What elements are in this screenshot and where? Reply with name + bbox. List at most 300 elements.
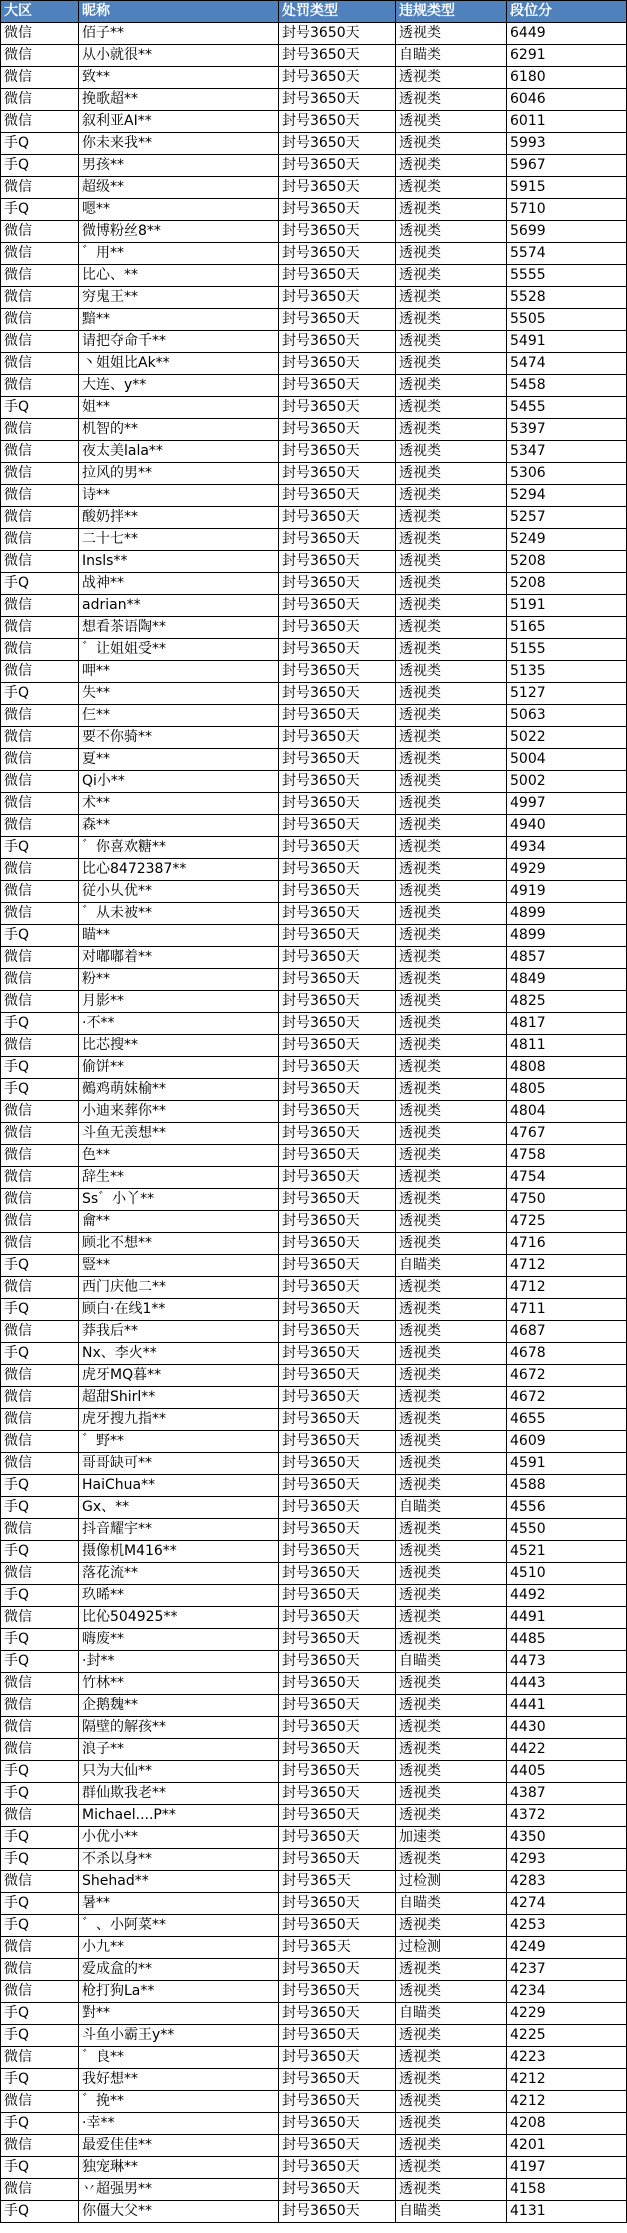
- nickname-cell: 爱成盒的**: [79, 1959, 279, 1981]
- region-cell: 微信: [1, 463, 79, 485]
- violation-cell: 自瞄类: [396, 45, 507, 67]
- region-cell: 微信: [1, 551, 79, 573]
- table-row: [1, 1211, 627, 1233]
- penalty-cell: 封号3650天: [279, 199, 396, 221]
- violation-cell: 透视类: [396, 485, 507, 507]
- violation-cell: 透视类: [396, 1585, 507, 1607]
- rank-score-cell: 4588: [507, 1475, 627, 1497]
- table-row: [1, 1629, 627, 1651]
- violation-cell: 透视类: [396, 441, 507, 463]
- table-row: [1, 837, 627, 859]
- table-row: [1, 1057, 627, 1079]
- violation-cell: 过检测: [396, 1871, 507, 1893]
- penalty-cell: 封号3650天: [279, 1145, 396, 1167]
- rank-score-cell: 4712: [507, 1255, 627, 1277]
- region-cell: 手Q: [1, 2157, 79, 2179]
- table-row: [1, 859, 627, 881]
- region-cell: 微信: [1, 1277, 79, 1299]
- table-row: [1, 485, 627, 507]
- penalty-cell: 封号3650天: [279, 573, 396, 595]
- region-cell: 微信: [1, 1871, 79, 1893]
- rank-score-cell: 4372: [507, 1805, 627, 1827]
- nickname-cell: 斗鱼小霸王y**: [79, 2025, 279, 2047]
- region-cell: 微信: [1, 1035, 79, 1057]
- rank-score-cell: 4672: [507, 1387, 627, 1409]
- penalty-cell: 封号3650天: [279, 1783, 396, 1805]
- rank-score-cell: 4929: [507, 859, 627, 881]
- table-row: [1, 45, 627, 67]
- table-row: [1, 881, 627, 903]
- penalty-cell: 封号3650天: [279, 2157, 396, 2179]
- rank-score-cell: 4899: [507, 903, 627, 925]
- nickname-cell: 西门庆他二**: [79, 1277, 279, 1299]
- nickname-cell: 偷饼**: [79, 1057, 279, 1079]
- rank-score-cell: 5191: [507, 595, 627, 617]
- nickname-cell: 色**: [79, 1145, 279, 1167]
- violation-cell: 透视类: [396, 573, 507, 595]
- table-row: [1, 793, 627, 815]
- violation-cell: 透视类: [396, 331, 507, 353]
- region-cell: 手Q: [1, 1629, 79, 1651]
- table-row: [1, 1277, 627, 1299]
- nickname-cell: 比心8472387**: [79, 859, 279, 881]
- violation-cell: 透视类: [396, 1915, 507, 1937]
- penalty-cell: 封号3650天: [279, 727, 396, 749]
- penalty-cell: 封号3650天: [279, 1409, 396, 1431]
- nickname-cell: ゛野**: [79, 1431, 279, 1453]
- penalty-cell: 封号3650天: [279, 1585, 396, 1607]
- nickname-cell: 只为大仙**: [79, 1761, 279, 1783]
- table-row: [1, 2003, 627, 2025]
- table-row: [1, 67, 627, 89]
- penalty-cell: 封号3650天: [279, 221, 396, 243]
- violation-cell: 透视类: [396, 991, 507, 1013]
- nickname-cell: 玖晞**: [79, 1585, 279, 1607]
- violation-cell: 透视类: [396, 1695, 507, 1717]
- violation-cell: 透视类: [396, 265, 507, 287]
- rank-score-cell: 5165: [507, 617, 627, 639]
- penalty-cell: 封号3650天: [279, 1255, 396, 1277]
- nickname-cell: 致**: [79, 67, 279, 89]
- rank-score-cell: 4857: [507, 947, 627, 969]
- nickname-cell: 仨**: [79, 705, 279, 727]
- violation-cell: 透视类: [396, 2135, 507, 2157]
- nickname-cell: Gx、**: [79, 1497, 279, 1519]
- rank-score-cell: 5397: [507, 419, 627, 441]
- nickname-cell: 小九**: [79, 1937, 279, 1959]
- penalty-cell: 封号3650天: [279, 287, 396, 309]
- rank-score-cell: 4208: [507, 2113, 627, 2135]
- violation-cell: 透视类: [396, 1783, 507, 1805]
- region-cell: 手Q: [1, 1651, 79, 1673]
- penalty-cell: 封号3650天: [279, 2047, 396, 2069]
- violation-cell: 透视类: [396, 749, 507, 771]
- penalty-cell: 封号3650天: [279, 1365, 396, 1387]
- table-row: [1, 969, 627, 991]
- nickname-cell: 落花流**: [79, 1563, 279, 1585]
- penalty-cell: 封号3650天: [279, 771, 396, 793]
- nickname-cell: 枪打狗La**: [79, 1981, 279, 2003]
- penalty-cell: 封号3650天: [279, 551, 396, 573]
- penalty-cell: 封号3650天: [279, 353, 396, 375]
- rank-score-cell: 4422: [507, 1739, 627, 1761]
- nickname-cell: 你未来我**: [79, 133, 279, 155]
- rank-score-cell: 4405: [507, 1761, 627, 1783]
- table-row: [1, 771, 627, 793]
- nickname-cell: Qi小**: [79, 771, 279, 793]
- table-row: [1, 1849, 627, 1871]
- nickname-cell: 你僵大父**: [79, 2201, 279, 2223]
- nickname-cell: 姐**: [79, 397, 279, 419]
- penalty-cell: 封号3650天: [279, 1761, 396, 1783]
- nickname-cell: ゛你喜欢糖**: [79, 837, 279, 859]
- penalty-cell: 封号3650天: [279, 1431, 396, 1453]
- table-row: [1, 1365, 627, 1387]
- rank-score-cell: 5491: [507, 331, 627, 353]
- penalty-cell: 封号3650天: [279, 1563, 396, 1585]
- rank-score-cell: 4678: [507, 1343, 627, 1365]
- nickname-cell: 大连、y**: [79, 375, 279, 397]
- region-cell: 微信: [1, 1211, 79, 1233]
- region-cell: 微信: [1, 705, 79, 727]
- region-cell: 手Q: [1, 1541, 79, 1563]
- violation-cell: 自瞄类: [396, 1255, 507, 1277]
- table-row: [1, 1915, 627, 1937]
- nickname-cell: 嗯**: [79, 199, 279, 221]
- region-cell: 手Q: [1, 1057, 79, 1079]
- rank-score-cell: 4237: [507, 1959, 627, 1981]
- violation-cell: 透视类: [396, 111, 507, 133]
- table-row: [1, 331, 627, 353]
- penalty-cell: 封号3650天: [279, 111, 396, 133]
- rank-score-cell: 6291: [507, 45, 627, 67]
- column-header-region: 大区: [1, 1, 79, 23]
- violation-cell: 过检测: [396, 1937, 507, 1959]
- region-cell: 微信: [1, 529, 79, 551]
- nickname-cell: 佰子**: [79, 23, 279, 45]
- violation-cell: 透视类: [396, 705, 507, 727]
- table-row: [1, 507, 627, 529]
- region-cell: 微信: [1, 903, 79, 925]
- nickname-cell: 要不你骑**: [79, 727, 279, 749]
- region-cell: 微信: [1, 617, 79, 639]
- rank-score-cell: 4197: [507, 2157, 627, 2179]
- violation-cell: 透视类: [396, 1211, 507, 1233]
- rank-score-cell: 4274: [507, 1893, 627, 1915]
- violation-cell: 透视类: [396, 1233, 507, 1255]
- rank-score-cell: 4711: [507, 1299, 627, 1321]
- region-cell: 微信: [1, 1387, 79, 1409]
- rank-score-cell: 5306: [507, 463, 627, 485]
- nickname-cell: 比心、**: [79, 265, 279, 287]
- penalty-cell: 封号3650天: [279, 45, 396, 67]
- penalty-cell: 封号3650天: [279, 485, 396, 507]
- nickname-cell: ゛从未被**: [79, 903, 279, 925]
- table-row: [1, 1959, 627, 1981]
- table-row: [1, 1871, 627, 1893]
- rank-score-cell: 4550: [507, 1519, 627, 1541]
- region-cell: 微信: [1, 1805, 79, 1827]
- penalty-cell: 封号3650天: [279, 1673, 396, 1695]
- table-row: [1, 1255, 627, 1277]
- table-row: [1, 375, 627, 397]
- nickname-cell: 莽我后**: [79, 1321, 279, 1343]
- penalty-cell: 封号3650天: [279, 1035, 396, 1057]
- region-cell: 手Q: [1, 1255, 79, 1277]
- violation-cell: 透视类: [396, 793, 507, 815]
- region-cell: 微信: [1, 793, 79, 815]
- region-cell: 手Q: [1, 1475, 79, 1497]
- rank-score-cell: 5127: [507, 683, 627, 705]
- region-cell: 微信: [1, 287, 79, 309]
- region-cell: 微信: [1, 947, 79, 969]
- region-cell: 微信: [1, 1365, 79, 1387]
- table-row: [1, 1299, 627, 1321]
- rank-score-cell: 4716: [507, 1233, 627, 1255]
- violation-cell: 透视类: [396, 287, 507, 309]
- table-row: [1, 397, 627, 419]
- nickname-cell: 诗**: [79, 485, 279, 507]
- rank-score-cell: 5208: [507, 573, 627, 595]
- violation-cell: 透视类: [396, 177, 507, 199]
- rank-score-cell: 4229: [507, 2003, 627, 2025]
- violation-cell: 透视类: [396, 1409, 507, 1431]
- violation-cell: 透视类: [396, 419, 507, 441]
- region-cell: 微信: [1, 969, 79, 991]
- table-row: [1, 1651, 627, 1673]
- table-row: [1, 133, 627, 155]
- penalty-cell: 封号3650天: [279, 529, 396, 551]
- nickname-cell: 瞄**: [79, 925, 279, 947]
- violation-cell: 透视类: [396, 617, 507, 639]
- rank-score-cell: 5063: [507, 705, 627, 727]
- rank-score-cell: 4225: [507, 2025, 627, 2047]
- region-cell: 手Q: [1, 1343, 79, 1365]
- violation-cell: 透视类: [396, 1145, 507, 1167]
- penalty-cell: 封号3650天: [279, 749, 396, 771]
- violation-cell: 透视类: [396, 2091, 507, 2113]
- penalty-cell: 封号3650天: [279, 1607, 396, 1629]
- rank-score-cell: 4655: [507, 1409, 627, 1431]
- region-cell: 微信: [1, 1167, 79, 1189]
- rank-score-cell: 4750: [507, 1189, 627, 1211]
- rank-score-cell: 4849: [507, 969, 627, 991]
- penalty-cell: 封号3650天: [279, 2003, 396, 2025]
- region-cell: 手Q: [1, 1827, 79, 1849]
- table-row: [1, 1189, 627, 1211]
- nickname-cell: ·不**: [79, 1013, 279, 1035]
- table-row: [1, 1541, 627, 1563]
- table-row: [1, 1409, 627, 1431]
- penalty-cell: 封号3650天: [279, 1233, 396, 1255]
- violation-cell: 透视类: [396, 1299, 507, 1321]
- table-row: [1, 1805, 627, 1827]
- rank-score-cell: 4249: [507, 1937, 627, 1959]
- region-cell: 微信: [1, 1607, 79, 1629]
- region-cell: 微信: [1, 1321, 79, 1343]
- nickname-cell: 竹林**: [79, 1673, 279, 1695]
- table-row: [1, 419, 627, 441]
- region-cell: 微信: [1, 441, 79, 463]
- penalty-cell: 封号3650天: [279, 1629, 396, 1651]
- region-cell: 微信: [1, 1453, 79, 1475]
- nickname-cell: 对嘟嘟着**: [79, 947, 279, 969]
- penalty-cell: 封号3650天: [279, 1651, 396, 1673]
- nickname-cell: 酸奶拌**: [79, 507, 279, 529]
- penalty-cell: 封号3650天: [279, 2091, 396, 2113]
- rank-score-cell: 4253: [507, 1915, 627, 1937]
- nickname-cell: 森**: [79, 815, 279, 837]
- violation-cell: 透视类: [396, 1167, 507, 1189]
- nickname-cell: Shehad**: [79, 1871, 279, 1893]
- violation-cell: 透视类: [396, 1079, 507, 1101]
- rank-score-cell: 4293: [507, 1849, 627, 1871]
- penalty-cell: 封号3650天: [279, 1849, 396, 1871]
- table-row: [1, 639, 627, 661]
- rank-score-cell: 6046: [507, 89, 627, 111]
- region-cell: 微信: [1, 1959, 79, 1981]
- violation-cell: 透视类: [396, 2047, 507, 2069]
- table-row: [1, 1893, 627, 1915]
- table-row: [1, 925, 627, 947]
- nickname-cell: 従小乆优**: [79, 881, 279, 903]
- violation-cell: 自瞄类: [396, 1497, 507, 1519]
- nickname-cell: 拉风的男**: [79, 463, 279, 485]
- region-cell: 微信: [1, 639, 79, 661]
- penalty-cell: 封号3650天: [279, 969, 396, 991]
- table-row: [1, 2201, 627, 2223]
- violation-cell: 透视类: [396, 1387, 507, 1409]
- region-cell: 微信: [1, 45, 79, 67]
- rank-score-cell: 4754: [507, 1167, 627, 1189]
- table-row: [1, 1079, 627, 1101]
- region-cell: 微信: [1, 1981, 79, 2003]
- table-row: [1, 2113, 627, 2135]
- violation-cell: 透视类: [396, 1189, 507, 1211]
- penalty-cell: 封号3650天: [279, 2069, 396, 2091]
- column-header-rank-score: 段位分: [507, 1, 627, 23]
- violation-cell: 透视类: [396, 1805, 507, 1827]
- violation-cell: 透视类: [396, 353, 507, 375]
- region-cell: 微信: [1, 23, 79, 45]
- violation-cell: 自瞄类: [396, 1651, 507, 1673]
- region-cell: 手Q: [1, 2113, 79, 2135]
- table-row: [1, 1607, 627, 1629]
- region-cell: 微信: [1, 177, 79, 199]
- violation-cell: 透视类: [396, 2069, 507, 2091]
- region-cell: 微信: [1, 507, 79, 529]
- nickname-cell: 嗨废**: [79, 1629, 279, 1651]
- nickname-cell: HaiChua**: [79, 1475, 279, 1497]
- table-row: [1, 1827, 627, 1849]
- rank-score-cell: 4940: [507, 815, 627, 837]
- penalty-cell: 封号3650天: [279, 1695, 396, 1717]
- region-cell: 手Q: [1, 1299, 79, 1321]
- region-cell: 微信: [1, 67, 79, 89]
- rank-score-cell: 5699: [507, 221, 627, 243]
- penalty-cell: 封号3650天: [279, 881, 396, 903]
- region-cell: 微信: [1, 771, 79, 793]
- region-cell: 微信: [1, 1123, 79, 1145]
- nickname-cell: 呷**: [79, 661, 279, 683]
- rank-score-cell: 4808: [507, 1057, 627, 1079]
- table-row: [1, 1783, 627, 1805]
- region-cell: 微信: [1, 815, 79, 837]
- nickname-cell: 超甜Shirl**: [79, 1387, 279, 1409]
- violation-cell: 透视类: [396, 529, 507, 551]
- nickname-cell: 暑**: [79, 1893, 279, 1915]
- violation-cell: 透视类: [396, 837, 507, 859]
- region-cell: 手Q: [1, 1013, 79, 1035]
- penalty-cell: 封号3650天: [279, 903, 396, 925]
- penalty-cell: 封号3650天: [279, 1277, 396, 1299]
- penalty-cell: 封号3650天: [279, 991, 396, 1013]
- nickname-cell: 挽歌超**: [79, 89, 279, 111]
- nickname-cell: 叙利亚AI**: [79, 111, 279, 133]
- nickname-cell: 战神**: [79, 573, 279, 595]
- rank-score-cell: 5022: [507, 727, 627, 749]
- violation-cell: 透视类: [396, 1035, 507, 1057]
- region-cell: 手Q: [1, 837, 79, 859]
- penalty-cell: 封号3650天: [279, 397, 396, 419]
- nickname-cell: 超级**: [79, 177, 279, 199]
- region-cell: 微信: [1, 991, 79, 1013]
- penalty-cell: 封号3650天: [279, 2135, 396, 2157]
- penalty-cell: 封号3650天: [279, 1981, 396, 2003]
- region-cell: 微信: [1, 265, 79, 287]
- penalty-cell: 封号3650天: [279, 1827, 396, 1849]
- region-cell: 微信: [1, 221, 79, 243]
- table-body: [1, 23, 627, 2223]
- penalty-cell: 封号3650天: [279, 639, 396, 661]
- penalty-cell: 封号3650天: [279, 617, 396, 639]
- nickname-cell: Ss゛小丫**: [79, 1189, 279, 1211]
- rank-score-cell: 4441: [507, 1695, 627, 1717]
- table-row: [1, 221, 627, 243]
- penalty-cell: 封号3650天: [279, 683, 396, 705]
- table-row: [1, 1519, 627, 1541]
- nickname-cell: 想看茶语陶**: [79, 617, 279, 639]
- violation-cell: 透视类: [396, 639, 507, 661]
- violation-cell: 透视类: [396, 2157, 507, 2179]
- table-row: [1, 309, 627, 331]
- rank-score-cell: 5505: [507, 309, 627, 331]
- penalty-cell: 封号3650天: [279, 1057, 396, 1079]
- rank-score-cell: 5294: [507, 485, 627, 507]
- table-row: [1, 1387, 627, 1409]
- violation-cell: 透视类: [396, 1761, 507, 1783]
- rank-score-cell: 4758: [507, 1145, 627, 1167]
- rank-score-cell: 4591: [507, 1453, 627, 1475]
- penalty-cell: 封号3650天: [279, 177, 396, 199]
- region-cell: 微信: [1, 485, 79, 507]
- penalty-cell: 封号3650天: [279, 89, 396, 111]
- rank-score-cell: 5135: [507, 661, 627, 683]
- violation-cell: 透视类: [396, 727, 507, 749]
- nickname-cell: ゛、小阿菜**: [79, 1915, 279, 1937]
- penalty-cell: 封号3650天: [279, 441, 396, 463]
- region-cell: 微信: [1, 2091, 79, 2113]
- rank-score-cell: 4712: [507, 1277, 627, 1299]
- region-cell: 微信: [1, 749, 79, 771]
- penalty-cell: 封号3650天: [279, 1541, 396, 1563]
- table-row: [1, 705, 627, 727]
- penalty-cell: 封号3650天: [279, 243, 396, 265]
- violation-cell: 透视类: [396, 1013, 507, 1035]
- penalty-cell: 封号3650天: [279, 1189, 396, 1211]
- violation-cell: 透视类: [396, 947, 507, 969]
- table-row: [1, 1563, 627, 1585]
